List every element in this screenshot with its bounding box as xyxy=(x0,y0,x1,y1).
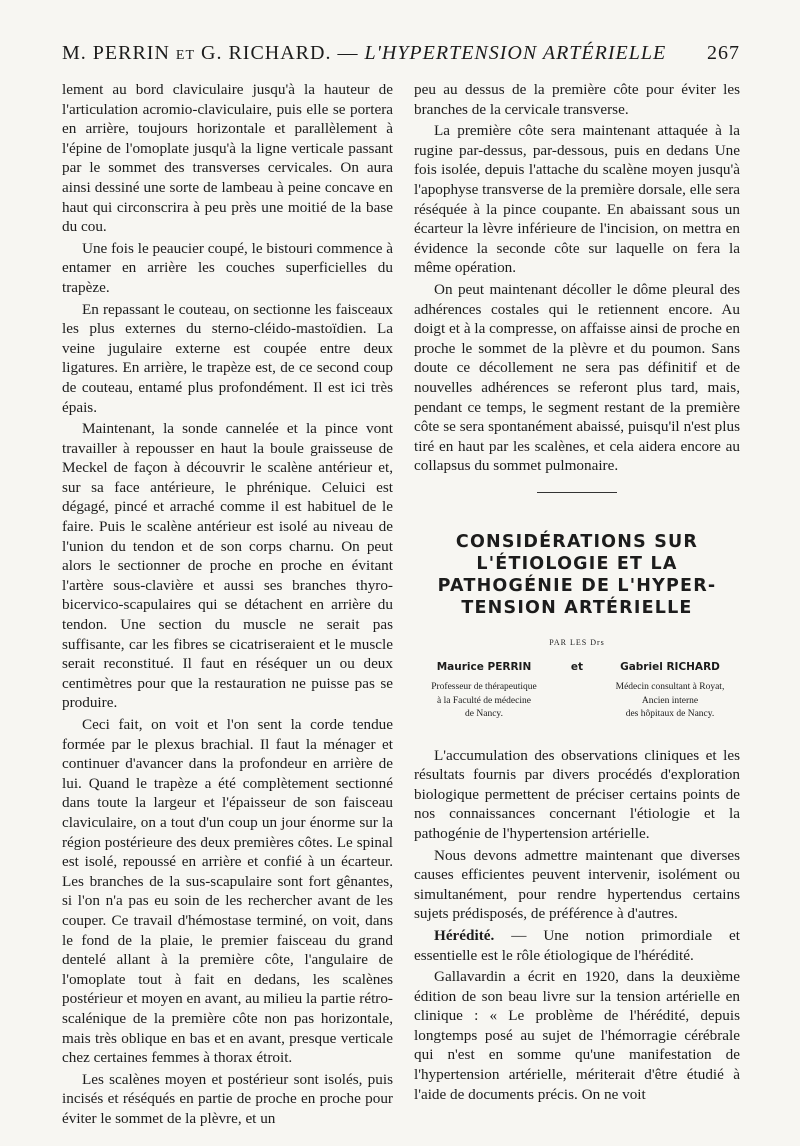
paragraph-text: — Une notion primordiale et essentielle est le rôle étiologique de l'hérédité. xyxy=(414,926,740,964)
author-richard xyxy=(600,658,740,721)
section-divider xyxy=(537,492,617,493)
paragraph: Une fois le peaucier coupé, le bistouri commence à entamer en arrière les couches superficielles du trapèze. xyxy=(62,239,393,296)
paragraph: lement au bord claviculaire jusqu'à la hauteur de l'articulation acromio-claviculaire, puis elle se portera en arrière, toujours horizontale et parallèlement à l'épine de l'omoplate jusqu'à la ligne verticale passant par le sommet des transverses cervicales. On aura ainsi dessiné une sorte de lambeau à peine concave en haut qui circonscrira à peu près une moitié de la base du cou. xyxy=(62,81,393,236)
affiliation-line: de Nancy. xyxy=(465,709,503,720)
article-title-line: TENSION ARTÉRIELLE xyxy=(461,597,693,618)
article-title xyxy=(414,531,740,619)
paragraph-heredite xyxy=(414,926,740,965)
paragraph: peu au dessus de la première côte pour éviter les branches de la cervicale transverse. xyxy=(414,81,740,118)
left-column xyxy=(62,80,393,1128)
paragraph: Nous devons admettre maintenant que diverses causes efficientes peuvent intervenir, isolément ou simultanément, pour rendre hypertendus certains sujets prédisposés, de préférence à d'autres. xyxy=(414,846,740,923)
author-perrin xyxy=(414,658,554,721)
authors-block xyxy=(414,658,740,721)
author-affiliation xyxy=(600,681,740,722)
byline: PAR LES Drs xyxy=(549,637,605,647)
article-title-line: PATHOGÉNIE DE L'HYPER- xyxy=(437,575,717,596)
author-name: Gabriel RICHARD xyxy=(620,661,720,674)
author-conjunction: et xyxy=(570,661,584,674)
paragraph: Maintenant, la sonde cannelée et la pince vont travailler à repousser en haut la boule graisseuse de Meckel de façon à découvrir le scalène antérieur et, sur sa face antérieure, le phrénique. Celuici est dégagé, pincé et arraché comme il est habituel de le faire. Puis le scalène antérieur est isolé au niveau de l'union du tendon et de son corps charnu. On peut alors le sectionner de proche en proche en évitant l'artère sous-clavière et aussi ses branches thyro-bicervico-scapulaires qui se détachent en arrière du tendon. Une section du muscle ne serait pas suffisante, car les fibres se cicatriseraient et le muscle serait reconstitué. Il faut en réséquer un ou deux centimètres pour que la restauration ne puisse pas se produire. xyxy=(62,420,393,712)
run-in-heading: Hérédité. xyxy=(434,926,495,944)
paragraph: Gallavardin a écrit en 1920, dans la deuxième édition de son beau livre sur la tension artérielle en clinique : « Le problème de l'hérédité, depuis longtemps posé au sujet de l'hémorragie cérébrale qui n'est en somme qu'une manifestation de l'hypertension artérielle, mériterait d'être étudié à l'aide de documents précis. On ne voit xyxy=(414,968,740,1103)
article-title-line: L'ÉTIOLOGIE ET LA xyxy=(476,553,678,574)
running-header xyxy=(62,42,740,65)
paragraph: En repassant le couteau, on sectionne les faisceaux les plus externes du sterno-cléido-mastoïdien. La veine jugulaire externe est coupée entre deux ligatures. En arrière, le trapèze est, de ce second coup de couteau, entamé plus profondément. Il est ici très épais. xyxy=(62,300,393,416)
header-title: L'HYPERTENSION ARTÉRIELLE xyxy=(364,42,667,64)
page-number: 267 xyxy=(707,42,740,64)
paragraph: L'accumulation des observations cliniques et les résultats fournis par divers procédés d'exploration biologique permettent de préciser certains points de nos connaissances concernant l'étiologie et la pathogénie de l'hypertension artérielle. xyxy=(414,746,740,842)
paragraph: Les scalènes moyen et postérieur sont isolés, puis incisés et réséqués en partie de proche en proche pour éviter le sommet de la plèvre, et un xyxy=(62,1070,393,1127)
affiliation-line: Professeur de thérapeutique xyxy=(431,682,537,693)
author-name: Maurice PERRIN xyxy=(436,661,532,674)
header-dash: — xyxy=(337,42,359,64)
paragraph: La première côte sera maintenant attaquée à la rugine par-dessus, par-dessous, puis en dedans Une fois isolée, depuis l'attache du scalène moyen jusqu'à l'apophyse transverse de la première dorsale, elle sera réséquée à la pince coupante. En abaissant sous un écarteur la lèvre inférieure de l'incision, on mettra en évidence la seconde côte sur laquelle on fera la même opération. xyxy=(414,122,740,277)
affiliation-line: Ancien interne xyxy=(641,695,699,706)
header-authors: M. PERRIN et G. RICHARD. xyxy=(62,42,332,64)
right-column xyxy=(414,80,740,1104)
paragraph: Ceci fait, on voit et l'on sent la corde tendue formée par le plexus brachial. Il faut la ménager et continuer d'avancer dans la profondeur en arrière de lui. Quand le trapèze a été complètement sectionné dans toute la largeur et l'épaisseur de son faisceau claviculaire, on a tout d'un coup un jour énorme sur la région postérieure des deux premières côtes. Le spinal est isolé, repoussé en arrière et confié à un écarteur. Les branches de la sus-scapulaire sont fort gênantes, si l'on n'a pas eu soin de les rechercher avant de les couper. Ce travail d'hémostase terminé, on voit, dans le fond de la plaie, le premier faisceau du grand dentelé allant à la première côte, l'angulaire de l'omoplate tout à fait en dedans, les scalènes postérieur et moyen en avant, au milieu la partie rétro-scalénique de la première côte non pas horizontale, mais très oblique en bas et en avant, presque verticale chez certaines femmes à thorax étroit. xyxy=(62,716,393,1067)
affiliation-line: à la Faculté de médecine xyxy=(437,695,531,706)
affiliation-line: des hôpitaux de Nancy. xyxy=(625,709,715,720)
affiliation-line: Médecin consultant à Royat, xyxy=(615,682,725,693)
article-title-line: CONSIDÉRATIONS SUR xyxy=(455,531,699,552)
author-affiliation xyxy=(414,681,554,722)
paragraph: On peut maintenant décoller le dôme pleural des adhérences costales qui le retiennent encore. Au doigt et à la compresse, on affaisse ainsi de proche en proche le sommet de la plèvre et du poumon. Sans doute ce décollement ne sera pas définitif et de nouvelles adhérences se referont plus tard, mais, pendant ce temps, le segment restant de la première côte se sera spontanément abaissé, puisqu'il n'est plus tiré en haut par les scalènes, et cela aidera encore au collapsus du sommet pulmonaire. xyxy=(414,280,740,475)
